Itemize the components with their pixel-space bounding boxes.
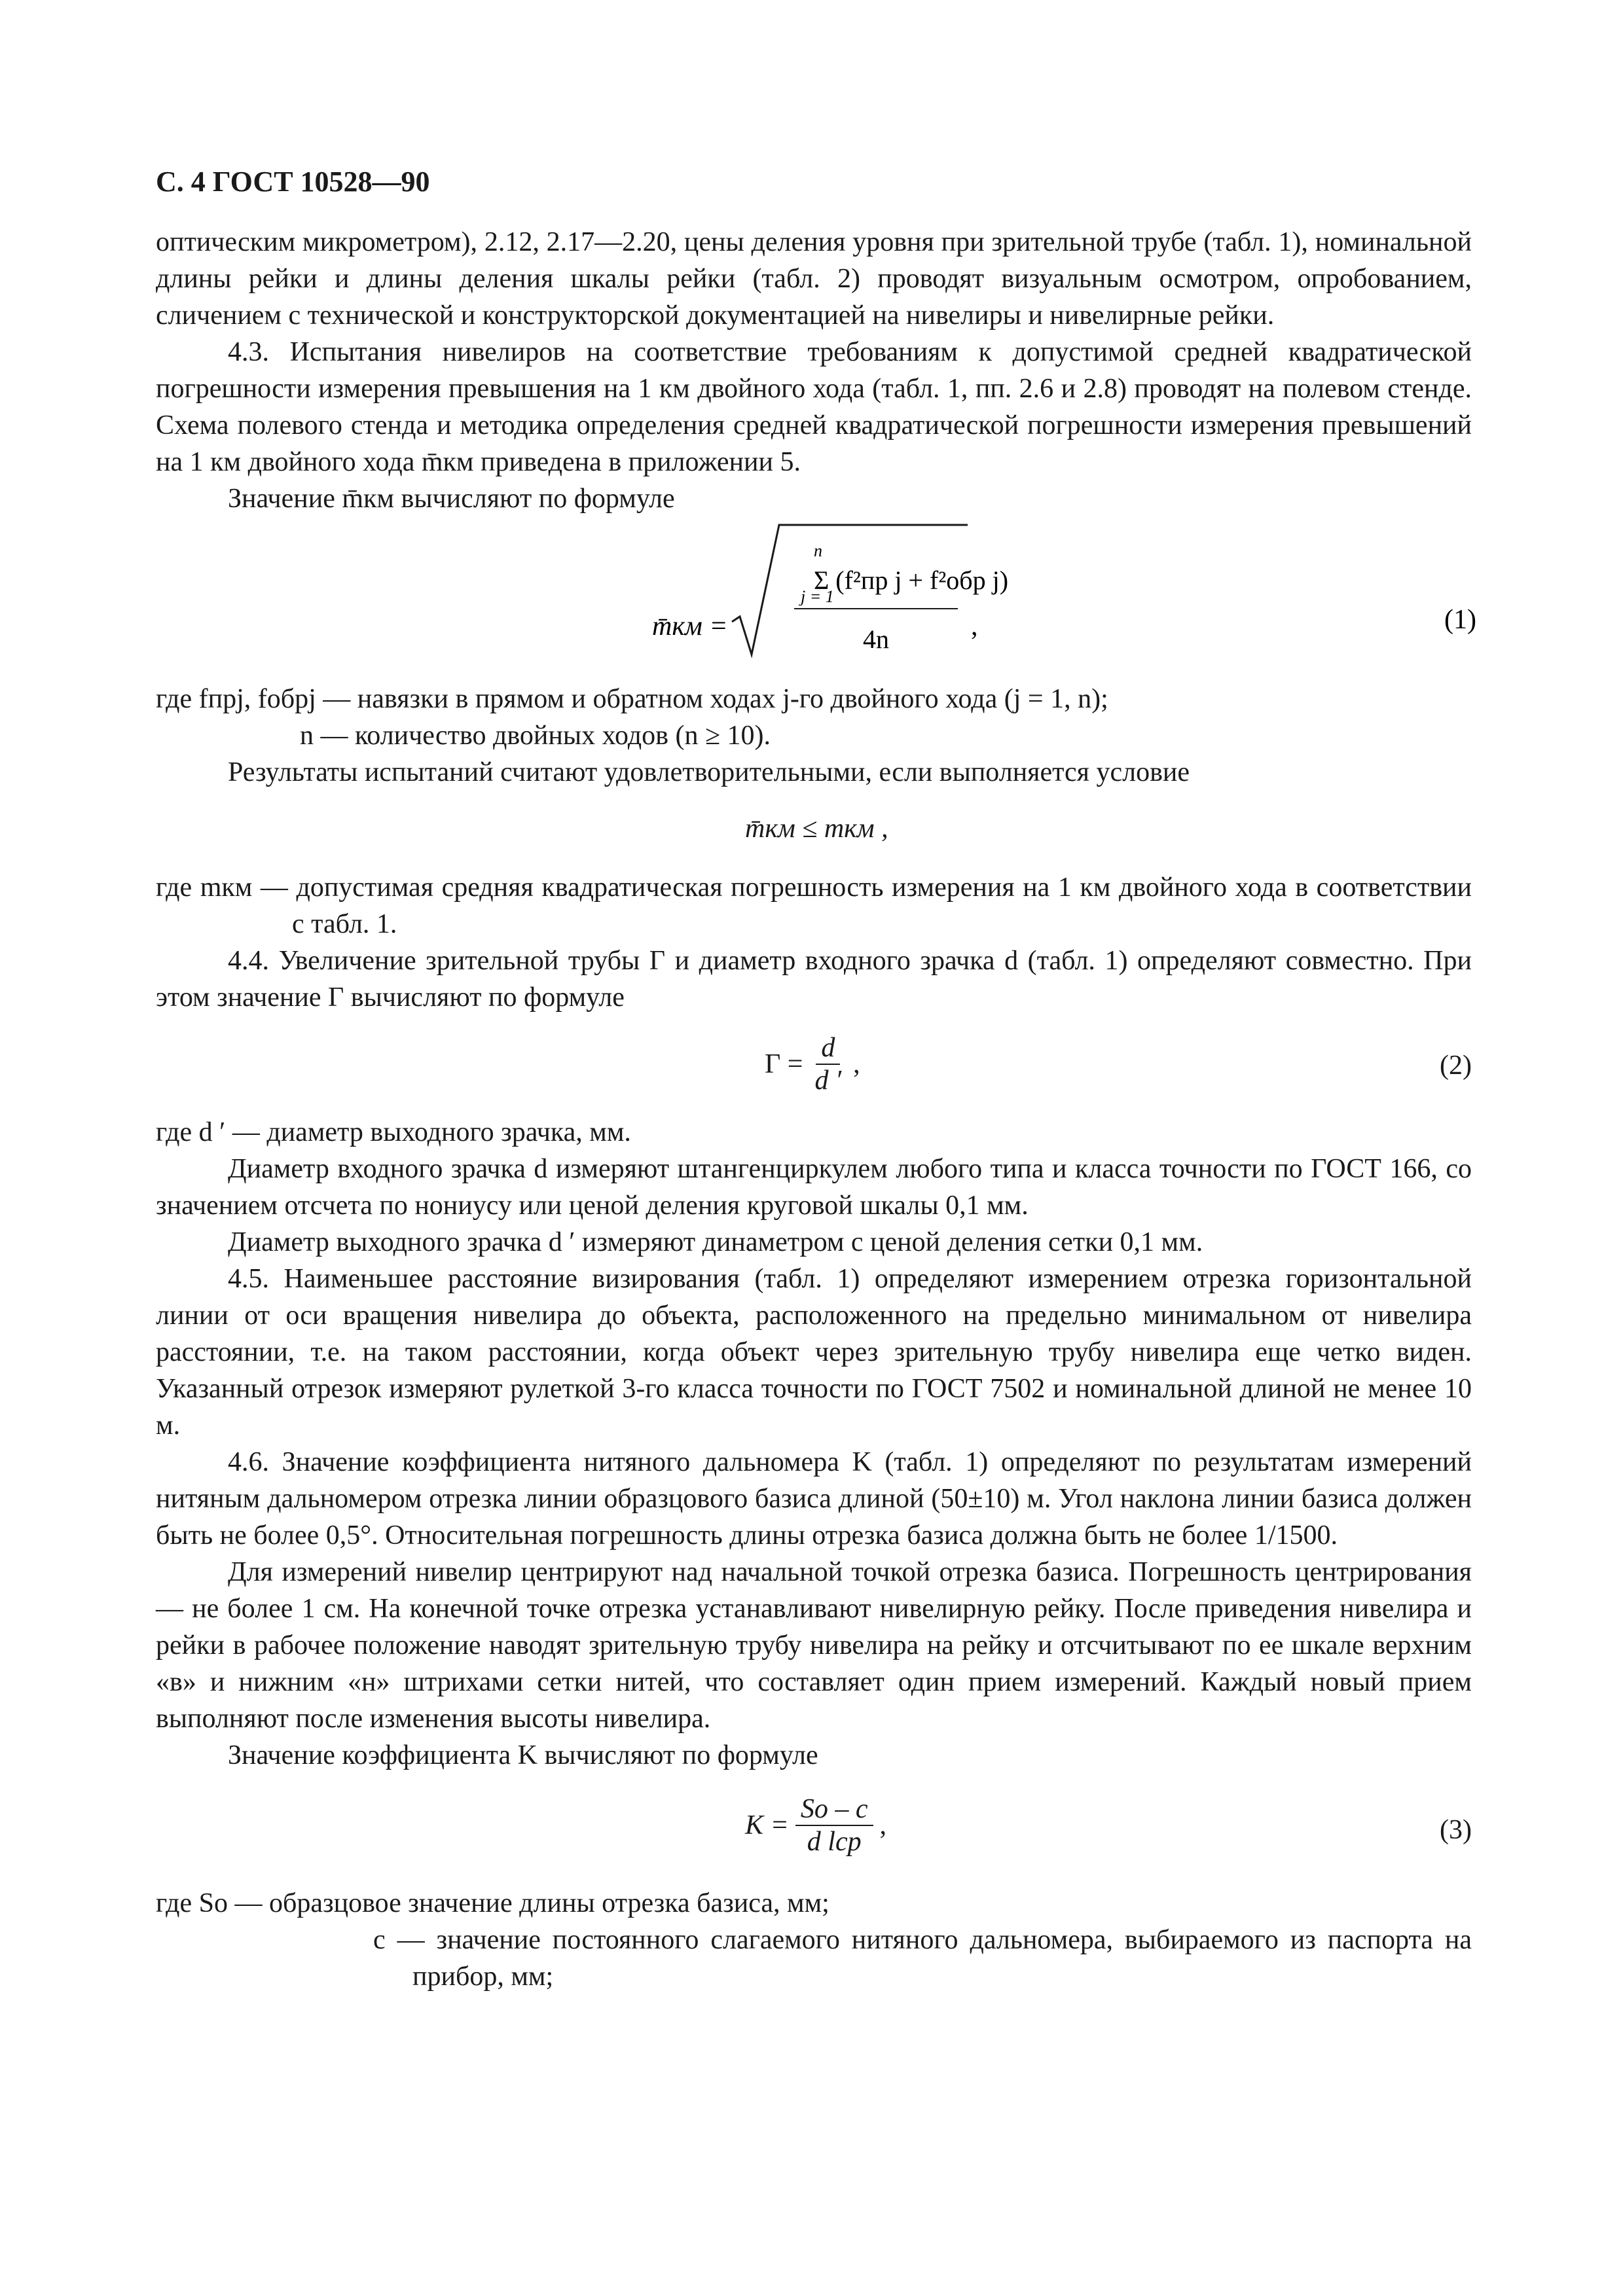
formula-3 (156, 1774, 1472, 1885)
formula-2-lhs: Г = (765, 1049, 803, 1079)
where-line: где Sо — образцовое значение длины отрезка базиса, мм; (156, 1888, 830, 1918)
formula-1-comma: , (971, 611, 978, 641)
where-line: c — значение постоянного слагаемого нитяного дальномера, выбираемого из паспорта на прибор, мм; (373, 1925, 1472, 1992)
condition (156, 791, 1472, 869)
sum-upper-limit: n (814, 541, 822, 560)
paragraph-4-3: 4.3. Испытания нивелиров на соответствие требованиям к допустимой средней квадратической погрешности измерения превышения на 1 км двойного хода (табл. 1, пп. 2.6 и 2.8) проводят на полевом стенде. Схема полевого стенда и методика определения средней квадратической погрешности измерения превышений на 1 км двойного хода m̄км приведена в приложении 5. (156, 337, 1472, 477)
formula-1-lhs: m̄км = (652, 611, 728, 641)
where-line: где fпрj, fобрj — навязки в прямом и обратном ходах j-го двойного хода (j = 1, n); (156, 684, 1108, 714)
paragraph: Значение m̄км вычисляют по формуле (228, 484, 675, 514)
formula-2-number: (2) (1440, 1050, 1472, 1081)
paragraph-4-4: 4.4. Увеличение зрительной трубы Г и диаметр входного зрачка d (табл. 1) определяют совместно. При этом значение Г вычисляют по формуле (156, 946, 1472, 1013)
paragraph-4-6: 4.6. Значение коэффициента нитяного дальномера K (табл. 1) определяют по результатам измерений нитяным дальномером отрезка линии образцового базиса длиной (50±10) м. Угол наклона линии базиса должен быть не более 0,5°. Относительная погрешность длины отрезка базиса должна быть не более 1/1500. (156, 1447, 1472, 1551)
paragraph: Диаметр входного зрачка d измеряют штангенциркулем любого типа и класса точности по ГОСТ 166, со значением отсчета по нониусу или ценой деления круговой шкалы 0,1 мм. (156, 1154, 1472, 1221)
paragraph: оптическим микрометром), 2.12, 2.17—2.20, цены деления уровня при зрительной трубе (табл. 1), номинальной длины рейки и длины деления шкалы рейки (табл. 2) проводят визуальным осмотром, опробованием, сличением с технической и конструкторской документацией на нивелиры и нивелирные рейки. (156, 227, 1472, 331)
where-line: где d ′ — диаметр выходного зрачка, мм. (156, 1117, 631, 1147)
formula-2-numerator: d (816, 1032, 840, 1065)
formula-2 (156, 1016, 1472, 1114)
page-header: С. 4 ГОСТ 10528—90 (156, 166, 430, 198)
paragraph: Для измерений нивелир центрируют над начальной точкой отрезка базиса. Погрешность центрирования — не более 1 см. На конечной точке отрезка устанавливают нивелирную рейку. После приведения нивелира и рейки в рабочее положение наводят зрительную трубу нивелира на рейку и отсчитывают по ее шкале верхним «в» и нижним «н» штрихами сетки нитей, что составляет один прием измерений. Каждый новый прием выполняют после изменения высоты нивелира. (156, 1557, 1472, 1734)
document-page (156, 164, 1476, 1995)
formula-2-fraction (809, 1032, 847, 1096)
formula-3-denominator: d lср (807, 1827, 862, 1857)
formula-3-comma: , (879, 1810, 887, 1840)
formula-2-comma: , (853, 1049, 860, 1079)
paragraph: Результаты испытаний считают удовлетворительными, если выполняется условие (228, 757, 1190, 787)
formula-3-lhs: K = (745, 1810, 789, 1840)
formula-1-graphic (156, 517, 1476, 681)
paragraph-4-5: 4.5. Наименьшее расстояние визирования (табл. 1) определяют измерением отрезка горизонтальной линии от оси вращения нивелира до объекта, расположенного на предельно минимальном от нивелира расстоянии, т.е. на таком расстоянии, когда объект через зрительную трубу нивелира еще четко виден. Указанный отрезок измеряют рулеткой 3-го класса точности по ГОСТ 7502 и номинальной длиной не менее 10 м. (156, 1264, 1472, 1441)
paragraph: Значение коэффициента K вычисляют по формуле (228, 1740, 818, 1770)
formula-1-denominator: 4n (863, 624, 889, 654)
formula-2-denominator: d ′ (814, 1066, 842, 1096)
formula-3-numerator: Sо – c (795, 1793, 873, 1826)
condition-text: m̄км ≤ mкм , (745, 814, 888, 844)
formula-3-fraction (795, 1793, 873, 1857)
where-line: где mкм — допустимая средняя квадратическая погрешность измерения на 1 км двойного хода в соответствии с табл. 1. (156, 872, 1472, 939)
formula-1 (156, 517, 1476, 681)
formula-1-number: (1) (1444, 605, 1476, 635)
where-line: n — количество двойных ходов (n ≥ 10). (300, 721, 771, 751)
paragraph: Диаметр выходного зрачка d ′ измеряют динаметром с ценой деления сетки 0,1 мм. (228, 1227, 1203, 1257)
formula-1-numerator: Σ (f²пр j + f²обр j) (814, 565, 1009, 595)
sum-lower-limit: j = 1 (801, 587, 834, 606)
formula-3-number: (3) (1440, 1815, 1472, 1845)
